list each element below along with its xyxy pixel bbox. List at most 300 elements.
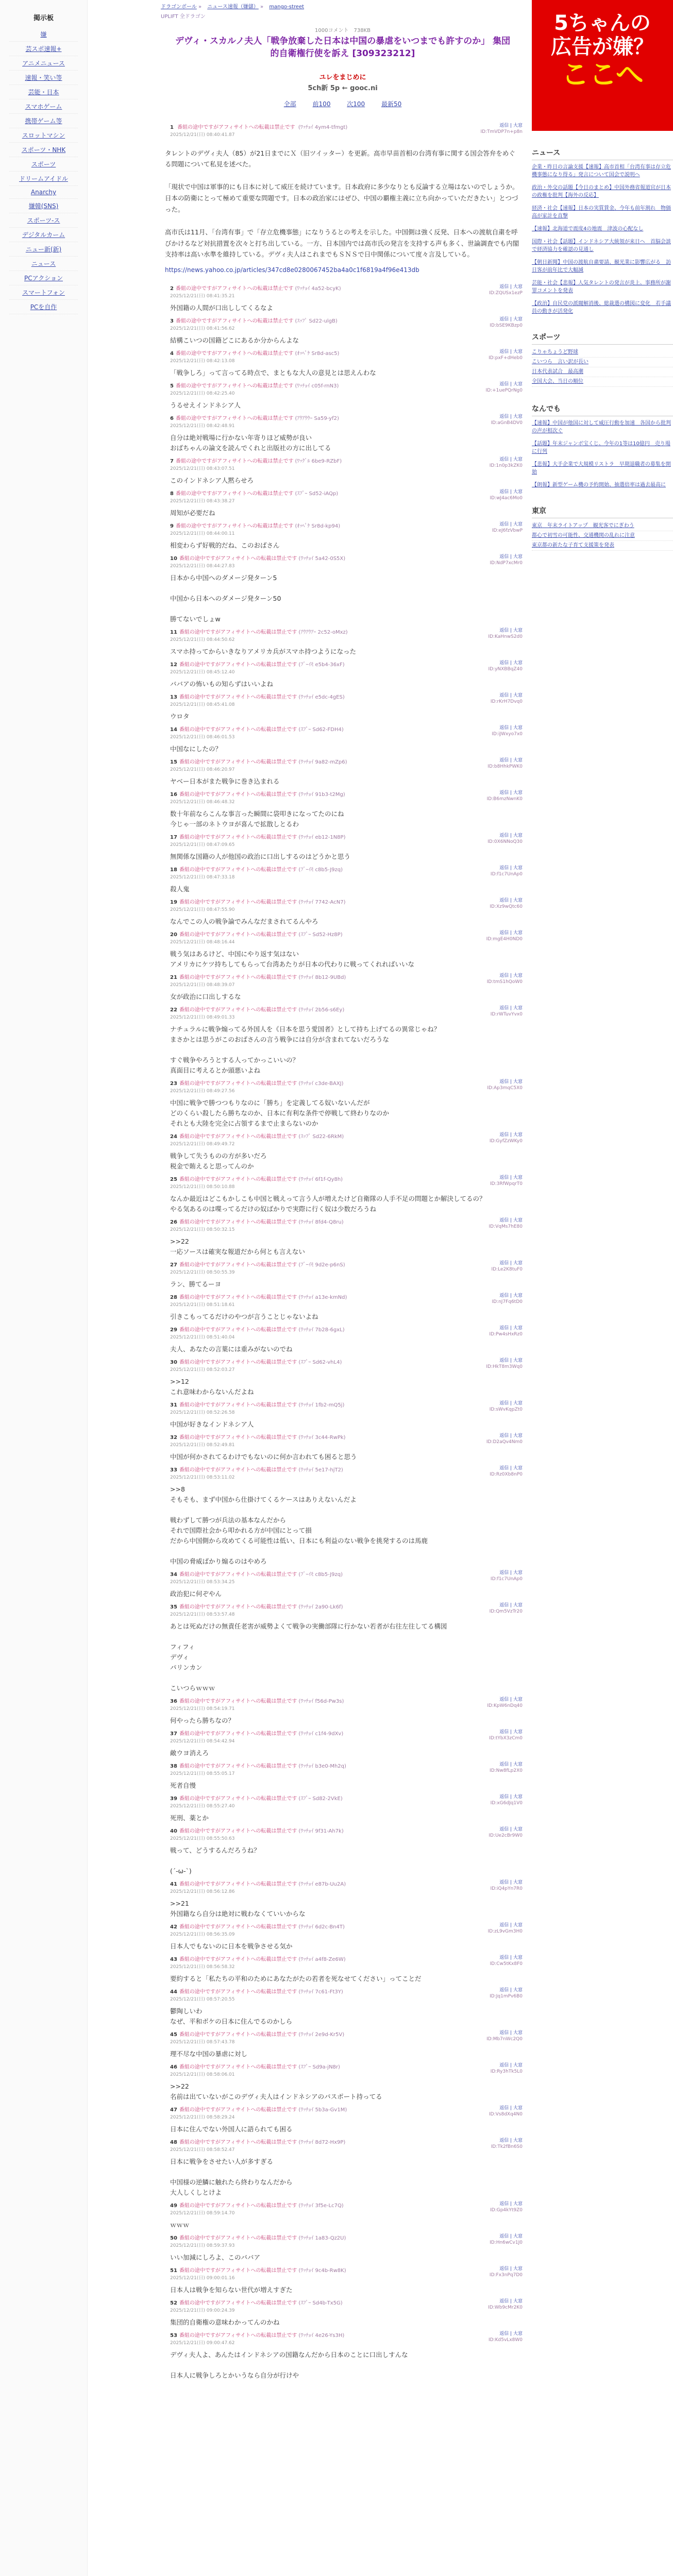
post-actions[interactable]: 返信 | 大窓 <box>499 2266 523 2272</box>
post-actions[interactable]: 返信 | 大窓 <box>499 898 523 904</box>
sidebar-item[interactable]: 嫌 <box>9 27 78 42</box>
post <box>161 1693 525 1726</box>
post-actions[interactable]: 返信 | 大窓 <box>499 457 523 463</box>
post-meta <box>170 1079 525 1087</box>
news-link[interactable]: 【速報】北海道で震度4の地震 津波の心配なし <box>532 226 644 232</box>
post-date: 2025/12/21(日) 08:57:20.55 <box>170 1997 235 2003</box>
breadcrumb-link[interactable]: ニュース速報（嫌儲） <box>207 4 259 10</box>
post-user-id[interactable]: ID:nJ7Fq6tD0 <box>492 1299 523 1305</box>
sidebar-item[interactable]: スマートフォン <box>9 285 78 300</box>
post-id-tag: (ﾌﾞｰｲﾓ 9d2e-p6nS) <box>298 1262 345 1268</box>
post-number[interactable]: 44 <box>170 1989 177 1995</box>
post-actions[interactable]: 返信 | 大窓 <box>499 833 523 839</box>
misc2-link[interactable]: 都心で初雪の可能性、交通機関の乱れに注意 <box>532 531 673 541</box>
sidebar-item[interactable]: ニュー新(新) <box>9 242 78 257</box>
post-body: 戦争して失うものの方が多いだろ 税金で賄えると思ってんのか <box>170 1152 267 1171</box>
post-user-id[interactable]: ID:Gp4kYt9Z0 <box>490 2208 523 2213</box>
op-post <box>161 120 525 274</box>
misc2-section <box>532 505 673 551</box>
post-actions[interactable]: 返信 | 大窓 <box>499 628 523 634</box>
post-date: 2025/12/21(日) 08:54:19.71 <box>170 1706 235 1712</box>
post-actions[interactable]: 返信 | 大窓 <box>499 1730 523 1735</box>
post-user-id[interactable]: ID:NdP7xcMr0 <box>490 561 523 566</box>
post-date: 2025/12/21(日) 08:57:43.78 <box>170 2040 235 2045</box>
post-number[interactable]: 30 <box>170 1360 177 1366</box>
post-number[interactable]: 16 <box>170 792 177 798</box>
post <box>161 2263 525 2295</box>
news-link[interactable]: 政治・外交の話題【今日のまとめ】中国外務省報道官が日本の政権を批判【海外の反応】 <box>532 185 671 198</box>
post-user-id[interactable]: ID:Ap3mqC5X0 <box>487 1086 523 1091</box>
post-actions[interactable]: 返信 | 大窓 <box>499 284 523 290</box>
post-author: 番組の途中ですがアフィサイトへの転載は禁止です <box>179 2300 297 2307</box>
post-user-id[interactable]: ID:0X6NNoQ30 <box>487 839 523 845</box>
page-title: デヴィ・スカルノ夫人「戦争放棄した日本は中国の暴虐をいつまでも許すのか」 集団的自衛権行使を訴え [309323212] <box>175 36 511 59</box>
post <box>161 1791 525 1823</box>
sidebar-item[interactable]: PCアクション <box>9 271 78 285</box>
post-actions[interactable]: 返信 | 大窓 <box>499 1326 523 1331</box>
post-actions[interactable]: 返信 | 大窓 <box>499 1132 523 1138</box>
post-actions[interactable]: 返信 | 大窓 <box>499 2331 523 2337</box>
post-number[interactable]: 15 <box>170 759 177 766</box>
news-link[interactable]: 【政治】自民党の派閥解消後、総裁選の構図に変化 若手議員の動きが活発化 <box>532 301 671 314</box>
post <box>161 1322 525 1354</box>
post-number[interactable]: 12 <box>170 662 177 668</box>
post-date: 2025/12/21(日) 08:58:29.24 <box>170 2115 235 2121</box>
post-date: 2025/12/21(日) 08:44:50.62 <box>170 637 235 643</box>
post <box>161 862 525 894</box>
post-user-id[interactable]: ID:mgE4H0ND0 <box>486 937 523 942</box>
sidebar-item[interactable]: 芸スポ速報+ <box>9 42 78 56</box>
news-link[interactable]: 経済・社会【速報】日本の実質賃金、今年も前年割れ 物価高が家計を直撃 <box>532 206 671 219</box>
post-meta <box>170 1217 525 1225</box>
post-user-id[interactable]: ID:Xz9wQtc60 <box>490 904 523 910</box>
post <box>161 1919 525 1952</box>
notice-title[interactable]: ユレをまじめに <box>319 73 366 81</box>
post-id-tag: (ﾜｯﾁｮｲ c3de-BAXJ) <box>298 1081 344 1087</box>
post-user-id[interactable]: ID:yNXBBqZ40 <box>488 667 523 672</box>
post-number[interactable]: 13 <box>170 694 177 701</box>
post-user-id[interactable]: ID:zL9vGm3H0 <box>487 1929 523 1935</box>
post-user-id[interactable]: ID:D2aQv4Nm0 <box>486 1439 523 1445</box>
post-user-id[interactable]: ID:Kd5vLx8W0 <box>489 2337 523 2343</box>
post-user-id[interactable]: ID:Vs8dXq4N0 <box>489 2112 523 2117</box>
sports-link[interactable]: 日本代表試合 最高潮 <box>532 367 673 377</box>
post-actions[interactable]: 返信 | 大窓 <box>499 1433 523 1439</box>
post-body: 数十年前ならこんな事言った瞬間に袋叩きになってたのにね 今じゃ一部のネトウヨが喜んで拡散しとるわ <box>170 810 344 828</box>
post-actions[interactable]: 返信 | 大窓 <box>499 693 523 699</box>
post-author: 番組の途中ですがアフィサイトへの転載は禁止です <box>179 1467 297 1473</box>
post-actions[interactable]: 返信 | 大窓 <box>499 554 523 560</box>
post <box>161 1172 525 1214</box>
post-actions[interactable]: 返信 | 大窓 <box>499 758 523 764</box>
post-user-id[interactable]: ID:Mb7nWc2Q0 <box>486 2037 523 2042</box>
post-user-id[interactable]: ID:iJWxyo7x0 <box>492 732 523 737</box>
post-number[interactable]: 1 <box>170 124 174 130</box>
post-user-id[interactable]: ID:iQ4pYn7R0 <box>490 1886 523 1892</box>
nav-prev100[interactable]: 前100 <box>312 100 331 108</box>
post-body: 殺人鬼 <box>170 885 190 893</box>
post-actions[interactable]: 返信 | 大窓 <box>499 1466 523 1471</box>
post-id-tag: (ﾜｯﾁｮｲ eb12-1N8P) <box>298 835 346 841</box>
post-id-tag: (ｽﾌﾟｰ Sd4b-Tx5G) <box>298 2300 343 2307</box>
post-number[interactable]: 32 <box>170 1435 177 1441</box>
post-actions[interactable]: 返信 | 大窓 <box>499 2106 523 2111</box>
post-user-id[interactable]: ID:f1c7UnAp0 <box>490 872 523 877</box>
post-actions[interactable]: 返信 | 大窓 <box>499 2030 523 2036</box>
misc-section <box>532 403 673 489</box>
post-user-id[interactable]: ID:Rz0Xb8nP0 <box>490 1472 523 1478</box>
post-number[interactable]: 42 <box>170 1924 177 1930</box>
post-number[interactable]: 35 <box>170 1604 177 1611</box>
breadcrumb: ドラゴンボール » ニュース速報（嫌儲） » mango-street <box>161 4 305 10</box>
post <box>161 1876 525 1919</box>
post-date: 2025/12/21(日) 08:52:26.58 <box>170 1410 235 1416</box>
post-number[interactable]: 45 <box>170 2032 177 2038</box>
post-actions[interactable]: 返信 | 大窓 <box>499 1827 523 1833</box>
post-user-id[interactable]: ID:Fx3nPq7D0 <box>489 2273 523 2278</box>
post-number[interactable]: 23 <box>170 1081 177 1087</box>
post-actions[interactable]: 返信 | 大窓 <box>499 2063 523 2069</box>
nav-next100[interactable]: 次100 <box>347 100 365 108</box>
sidebar-item[interactable]: PCを自作 <box>9 300 78 314</box>
post-number[interactable]: 7 <box>170 459 174 465</box>
post-meta <box>170 1761 525 1769</box>
post-number[interactable]: 27 <box>170 1262 177 1268</box>
post <box>161 1214 525 1257</box>
post-id-tag: (ﾜｯﾁｮｲ 7c61-Ft3Y) <box>298 1989 343 1995</box>
post-meta <box>170 1325 525 1333</box>
sidebar-item[interactable]: 芸能・日本 <box>9 85 78 99</box>
misc2-link[interactable]: 東京都の新たな子育て支援策を発表 <box>532 541 673 551</box>
post-user-id[interactable]: ID:eJ6fzVbwP <box>492 528 523 534</box>
post-user-id[interactable]: ID:Jq1mPv6B0 <box>490 1994 523 1999</box>
post-number[interactable]: 18 <box>170 867 177 873</box>
post-user-id[interactable]: ID:GyfZzWKy0 <box>489 1139 523 1144</box>
post-actions[interactable]: 返信 | 大窓 <box>499 866 523 871</box>
post-actions[interactable]: 返信 | 大窓 <box>499 1697 523 1703</box>
post-number[interactable]: 33 <box>170 1467 177 1473</box>
post-id-tag: (ｱｳｱｳｱｰ 2c52-oMxz) <box>298 630 348 636</box>
post-actions[interactable]: 返信 | 大窓 <box>499 973 523 979</box>
post-user-id[interactable]: ID:ZQUSx1ezP <box>489 291 523 296</box>
post-number[interactable]: 9 <box>170 523 174 530</box>
post-number[interactable]: 38 <box>170 1764 177 1770</box>
post-actions[interactable]: 返信 | 大窓 <box>499 660 523 666</box>
post-number[interactable]: 24 <box>170 1134 177 1140</box>
post-number[interactable]: 17 <box>170 835 177 841</box>
post-actions[interactable]: 返信 | 大窓 <box>499 1358 523 1364</box>
post-id-tag: (ﾜｯﾁｮｲ 9a82-mZp6) <box>298 759 347 766</box>
post-number[interactable]: 21 <box>170 975 177 981</box>
post-actions[interactable]: 返信 | 大窓 <box>499 317 523 323</box>
post <box>161 754 525 787</box>
post-user-id[interactable]: ID:f1c7UnAp0 <box>490 1577 523 1582</box>
sidebar-item[interactable]: 嫌韓(SNS) <box>9 199 78 213</box>
post-number[interactable]: 37 <box>170 1731 177 1737</box>
post-meta <box>170 725 525 733</box>
post-number[interactable]: 52 <box>170 2300 177 2307</box>
nav-all[interactable]: 全部 <box>283 100 296 108</box>
post-user-id[interactable]: ID:Ue2cBr9W0 <box>489 1833 523 1839</box>
post-date: 2025/12/21(日) 08:53:57.48 <box>170 1612 235 1618</box>
breadcrumb-secondary[interactable]: UPLIFT 全ドラゴン <box>161 14 206 20</box>
post-number[interactable]: 22 <box>170 1007 177 1013</box>
post-body: 日本から中国へのダメージ発ターン5 中国から日本へのダメージ発ターン50 勝てないでしょw <box>170 574 281 623</box>
post-number[interactable]: 49 <box>170 2203 177 2209</box>
post-number[interactable]: 2 <box>170 286 174 292</box>
post-number[interactable]: 29 <box>170 1327 177 1333</box>
post-user-id[interactable]: ID:VqMs7hE80 <box>489 1224 523 1230</box>
breadcrumb-link[interactable]: mango-street <box>269 4 305 10</box>
news-link[interactable]: 【朝日新聞】中国の渡航自粛要請、観光業に影響広がる 訪日客が前年比で大幅減 <box>532 260 671 273</box>
post-number[interactable]: 4 <box>170 351 174 357</box>
post-number[interactable]: 31 <box>170 1402 177 1409</box>
post-user-id[interactable]: ID:tmS1hQoW0 <box>486 979 523 985</box>
misc-link[interactable]: 【話題】年末ジャンボ宝くじ、今年の1等は10億円 売り場に行列 <box>532 441 670 454</box>
post-meta <box>170 381 525 389</box>
misc-link[interactable]: 【朗報】新型ゲーム機の予約開始、抽選倍率は過去最高に <box>532 482 666 488</box>
post-date: 2025/12/21(日) 08:48:39.07 <box>170 982 235 988</box>
sidebar-item[interactable]: デジタルカーム <box>9 228 78 242</box>
notice-subtitle[interactable]: 5ch新 5p ← gooc.ni <box>308 84 378 92</box>
post-number[interactable]: 51 <box>170 2268 177 2274</box>
post-number[interactable]: 40 <box>170 1828 177 1835</box>
post-number[interactable]: 14 <box>170 727 177 733</box>
news-link[interactable]: 芸能・社会【悲報】人気タレントの発言が炎上、事務所が謝罪コメントを発表 <box>532 280 671 294</box>
post-user-id[interactable]: ID:Tk2fBn6S0 <box>491 2144 523 2150</box>
post-actions[interactable]: 返信 | 大窓 <box>499 2138 523 2144</box>
sports-link[interactable]: こいつら 言い訳が長い <box>532 358 673 367</box>
post-user-id[interactable]: ID:KaHnwS2d0 <box>488 634 523 640</box>
post-user-id[interactable]: ID:aGnB4DV0 <box>491 420 523 426</box>
post-user-id[interactable]: ID:Pw4sHxRz0 <box>489 1332 523 1337</box>
post-actions[interactable]: 返信 | 大窓 <box>499 2299 523 2304</box>
post-actions[interactable]: 返信 | 大窓 <box>499 2201 523 2207</box>
post-id-tag: (ﾜｯﾁｮｲ 5b3a-Gv1M) <box>298 2107 347 2113</box>
news-section <box>532 147 673 315</box>
post-number[interactable]: 34 <box>170 1572 177 1578</box>
post-body: タレントのデヴィ夫人（85）が21日までにＸ（旧ツイッター）を更新。高市早苗首相の台湾有事に関する国会答弁をめぐる問題について私見を述べた。 「現状で中国は軍事的にも日本に対して威圧を続けています。日本政府に多少なりとも反論する立場はないのでしょうか。日本の防衛にとって極めて重要な問題です。日本の政治家にはぜひ、中国の覇権主義に立ち向かっていただきたい」とつづった。 高市氏は11月、「台湾有事」で「存立危機事態」になりうるとの考えを示した。中国側は強く反発、日本への渡航自粛を呼びかけるなど対抗措置を次々と打ち出している。一方、日本国内では高市氏の発言を支持する声も多く、世論調査でも内閣支持率は高い水準を維持している。デヴィ夫人はこれまでもＳＮＳで日中関係について度々言及している。 <box>165 149 519 259</box>
post-number[interactable]: 11 <box>170 630 177 636</box>
post-actions[interactable]: 返信 | 大窓 <box>499 1955 523 1961</box>
sidebar-item[interactable]: スポーツ <box>9 157 78 172</box>
post-body: 日本に戦争をさせたい人が多すぎる 中国様の逆鱗に触れたら終わりなんだから 大人しくしとけよ <box>170 2158 293 2197</box>
post-author: 番組の途中ですがアフィサイトへの転載は禁止です <box>179 867 297 873</box>
post-meta <box>170 1955 525 1962</box>
post-date: 2025/12/21(日) 08:42:48.91 <box>170 423 235 429</box>
post-body: 中国なにしたの？ <box>170 745 222 753</box>
post-user-id[interactable]: ID:xG6dJq1V0 <box>490 1801 523 1806</box>
post-user-id[interactable]: ID:Qm5VzTr20 <box>489 1609 523 1615</box>
post-actions[interactable]: 返信 | 大窓 <box>499 1570 523 1576</box>
post-meta <box>170 2062 525 2070</box>
misc2-link[interactable]: 東京 年末ライトアップ 観光客でにぎわう <box>532 521 673 531</box>
post <box>161 281 525 313</box>
post-actions[interactable]: 返信 | 大窓 <box>499 382 523 387</box>
misc-link[interactable]: 【悲報】大手企業で大規模リストラ 早期退職者の募集を開始 <box>532 462 671 475</box>
post-date: 2025/12/21(日) 08:47:09.65 <box>170 842 235 848</box>
post-actions[interactable]: 返信 | 大窓 <box>499 1218 523 1224</box>
post-actions[interactable]: 返信 | 大窓 <box>499 725 523 731</box>
post-actions[interactable]: 返信 | 大窓 <box>499 1401 523 1406</box>
post-number[interactable]: 20 <box>170 932 177 938</box>
post-body: 日本人は戦争を知らない世代が増えすぎた <box>170 2286 293 2294</box>
post-actions[interactable]: 返信 | 大窓 <box>499 1006 523 1011</box>
sidebar-item[interactable]: 速報・笑い等 <box>9 71 78 85</box>
post-actions[interactable]: 返信 | 大窓 <box>499 1175 523 1181</box>
post-actions[interactable]: 返信 | 大窓 <box>499 522 523 528</box>
post-body: うるせえインドネシア人 <box>170 401 241 410</box>
post-user-id[interactable]: ID:Nw8fLp2X0 <box>490 1768 523 1774</box>
nav-latest50[interactable]: 最新50 <box>381 100 402 108</box>
sidebar-item[interactable]: スポーツ・NHK <box>9 143 78 157</box>
post-user-id[interactable]: ID:HkT8m3Wq0 <box>486 1364 523 1370</box>
post-id-tag: (ﾜｯﾁｮｲ 3f5e-Lc7Q) <box>298 2203 344 2209</box>
post-user-id[interactable]: ID:tYbX3zCm0 <box>489 1736 523 1741</box>
post-body: このインドネシア人黙らせろ <box>170 477 254 485</box>
post-id-tag: (ﾜｯﾁｮｲ 7742-AcN7) <box>298 900 346 906</box>
post-actions[interactable]: 返信 | 大窓 <box>499 930 523 936</box>
sidebar-item[interactable]: スポーツ-ス <box>9 213 78 228</box>
post-author: 番組の途中ですがアフィサイトへの転載は禁止です <box>179 1081 297 1087</box>
post-number[interactable]: 43 <box>170 1957 177 1963</box>
post-number[interactable]: 10 <box>170 556 177 562</box>
sports-link[interactable]: こりゃちょうど野球 <box>532 348 673 358</box>
post-body: 自分は絶対戦場に行かない年寄りほど威勢が良い おばちゃんの論文を読んでくれと出版社の方に出してる <box>170 434 331 452</box>
post-id-tag: (ｽﾌﾟｰ Sd52-Hz8P) <box>298 932 343 938</box>
post-user-id[interactable]: ID:wJ4ac6Mo0 <box>490 496 523 501</box>
post-date: 2025/12/21(日) 09:00:47.62 <box>170 2341 235 2346</box>
sidebar-item[interactable]: スロットマシン <box>9 128 78 143</box>
post-user-id[interactable]: ID:B6mzNwnK0 <box>486 796 523 802</box>
post <box>161 1823 525 1876</box>
post-user-id[interactable]: ID:sWvKqpZt0 <box>489 1407 523 1413</box>
post-number[interactable]: 28 <box>170 1295 177 1301</box>
post-user-id[interactable]: ID:pxF+dHeb0 <box>489 355 523 361</box>
post-author: 番組の途中ですがアフィサイトへの転載は禁止です <box>175 491 294 497</box>
post-body: >>21 外国籍なら自分は絶対に戦わなくていいからな <box>170 1900 306 1918</box>
post-user-id[interactable]: ID:Ry3hTk5L0 <box>490 2069 523 2075</box>
post-number[interactable]: 47 <box>170 2107 177 2113</box>
post-number[interactable]: 53 <box>170 2333 177 2339</box>
post-user-id[interactable]: ID:KpW6nDq40 <box>487 1703 523 1709</box>
post-actions[interactable]: 返信 | 大窓 <box>499 2234 523 2240</box>
post-user-id[interactable]: ID:rWTuvYvx0 <box>490 1012 523 1018</box>
post-id-tag: (ﾌﾞｰｲﾓ e5b4-36xF) <box>298 662 345 668</box>
post-actions[interactable]: 返信 | 大窓 <box>499 1261 523 1266</box>
post-id-tag: (ﾜｯﾁｮｲ 9f31-Ah7k) <box>298 1828 344 1835</box>
post-body: 政治犯に何ぞやん <box>170 1590 222 1598</box>
post-actions[interactable]: 返信 | 大窓 <box>499 790 523 796</box>
post-date: 2025/12/21(日) 08:45:41.08 <box>170 702 235 708</box>
sidebar-item[interactable]: ドリームアイドル <box>9 172 78 186</box>
sidebar-item[interactable]: アニメニュース <box>9 56 78 71</box>
post-number[interactable]: 39 <box>170 1796 177 1802</box>
post-user-id[interactable]: ID:Le2K8tuF0 <box>491 1267 523 1273</box>
post-id-tag: (ﾜｯﾁｮｲ e87b-Uu2A) <box>298 1882 346 1888</box>
post-user-id[interactable]: ID:+1uePQrNg0 <box>485 388 523 394</box>
news-link[interactable]: 企業・昨日の言論支援【速報】高市首相「台湾有事は存立危機事態になり得る」発言について国会で説明へ <box>532 164 671 178</box>
post-number[interactable]: 48 <box>170 2140 177 2146</box>
sidebar-item[interactable]: ニュース <box>9 257 78 271</box>
post-date: 2025/12/21(日) 08:52:49.81 <box>170 1443 235 1448</box>
breadcrumb-link[interactable]: ドラゴンボール <box>161 4 197 10</box>
sports-link[interactable]: 全国大会、当日の順位 <box>532 377 673 387</box>
post-body: ババアの怖いもの知らずはいいよね <box>170 680 274 688</box>
post-date: 2025/12/21(日) 08:59:14.70 <box>170 2211 235 2216</box>
post-user-id[interactable]: ID:rKrH7Dvq0 <box>490 699 523 705</box>
post-author: 番組の途中ですがアフィサイトへの転載は禁止です <box>175 286 294 292</box>
post-number[interactable]: 3 <box>170 318 174 325</box>
post-actions[interactable]: 返信 | 大窓 <box>499 489 523 495</box>
post-number[interactable]: 41 <box>170 1882 177 1888</box>
post-body: 夫人、あなたの言葉には重みがないのでね <box>170 1345 293 1353</box>
post-number[interactable]: 6 <box>170 416 174 422</box>
post-id-tag: (ﾌﾞｰｲﾓ c8b5-J9zq) <box>298 867 343 873</box>
post-number[interactable]: 50 <box>170 2235 177 2242</box>
post-actions[interactable]: 返信 | 大窓 <box>499 1079 523 1085</box>
post-actions[interactable]: 返信 | 大窓 <box>499 1880 523 1886</box>
sidebar-item[interactable]: 携帯ゲーム等 <box>9 114 78 128</box>
left-sidebar <box>0 0 88 2576</box>
source-url[interactable]: https://news.yahoo.co.jp/articles/347cd8e0280067452ba4a0c1f6819a4f96e413db <box>165 266 419 274</box>
post-author: 番組の途中ですがアフィサイトへの転載は禁止です <box>179 1262 297 1268</box>
post-number[interactable]: 19 <box>170 900 177 906</box>
post <box>161 657 525 689</box>
post-meta <box>170 316 525 324</box>
post-user-id[interactable]: ID:3RfWpqrT0 <box>490 1181 523 1187</box>
post-actions[interactable]: 返信 | 大窓 <box>499 1988 523 1993</box>
post-actions[interactable]: 返信 | 大窓 <box>499 1293 523 1299</box>
post-date: 2025/12/21(日) 08:51:40.04 <box>170 1335 235 1341</box>
post <box>161 1002 525 1076</box>
sidebar-item[interactable]: スマホゲーム <box>9 99 78 114</box>
post-number[interactable]: 25 <box>170 1177 177 1183</box>
post-user-id[interactable]: ID:1n0p3kZK0 <box>489 463 523 469</box>
ad-banner[interactable] <box>532 0 673 131</box>
post-actions[interactable]: 返信 | 大窓 <box>499 123 523 128</box>
post-meta <box>170 1697 525 1704</box>
post-author: 番組の途中ですがアフィサイトへの転載は禁止です <box>179 727 297 733</box>
misc-link[interactable]: 【速報】中国が他国に対して威圧行動を加速 各国から批判の声が相次ぐ <box>532 420 671 434</box>
post-user-id[interactable]: ID:TmVDP7n+p8n <box>480 129 523 134</box>
post <box>161 1984 525 2027</box>
post-actions[interactable]: 返信 | 大窓 <box>499 1794 523 1800</box>
ad-line-3: ここへ <box>561 58 644 91</box>
post-user-id[interactable]: ID:Wb9cMr2K0 <box>488 2305 523 2311</box>
post-actions[interactable]: 返信 | 大窓 <box>499 414 523 420</box>
post-actions[interactable]: 返信 | 大窓 <box>499 1923 523 1928</box>
post-number[interactable]: 36 <box>170 1699 177 1705</box>
post-actions[interactable]: 返信 | 大窓 <box>499 349 523 355</box>
post-user-id[interactable]: ID:bSE9KBzp0 <box>490 323 523 329</box>
post-meta <box>170 973 525 980</box>
post-actions[interactable]: 返信 | 大窓 <box>499 1603 523 1608</box>
post-number[interactable]: 5 <box>170 383 174 389</box>
post-number[interactable]: 26 <box>170 1219 177 1226</box>
post-date: 2025/12/21(日) 09:00:24.39 <box>170 2308 235 2314</box>
post-user-id[interactable]: ID:Hn6wCv1J0 <box>490 2240 523 2246</box>
post-meta <box>170 1570 525 1578</box>
sidebar-item[interactable]: Anarchy <box>9 186 78 199</box>
post-user-id[interactable]: ID:Cw5tKx8F0 <box>490 1961 523 1967</box>
post-date: 2025/12/21(日) 08:53:11.02 <box>170 1475 235 1481</box>
post-number[interactable]: 8 <box>170 491 174 497</box>
post-actions[interactable]: 返信 | 大窓 <box>499 1762 523 1768</box>
news-link[interactable]: 国際・社会【話題】インドネシア大統領が来日へ 首脳会談で経済協力を確認の見通し <box>532 239 671 252</box>
post-number[interactable]: 46 <box>170 2064 177 2071</box>
post-user-id[interactable]: ID:b8HhkPWK0 <box>487 764 523 770</box>
